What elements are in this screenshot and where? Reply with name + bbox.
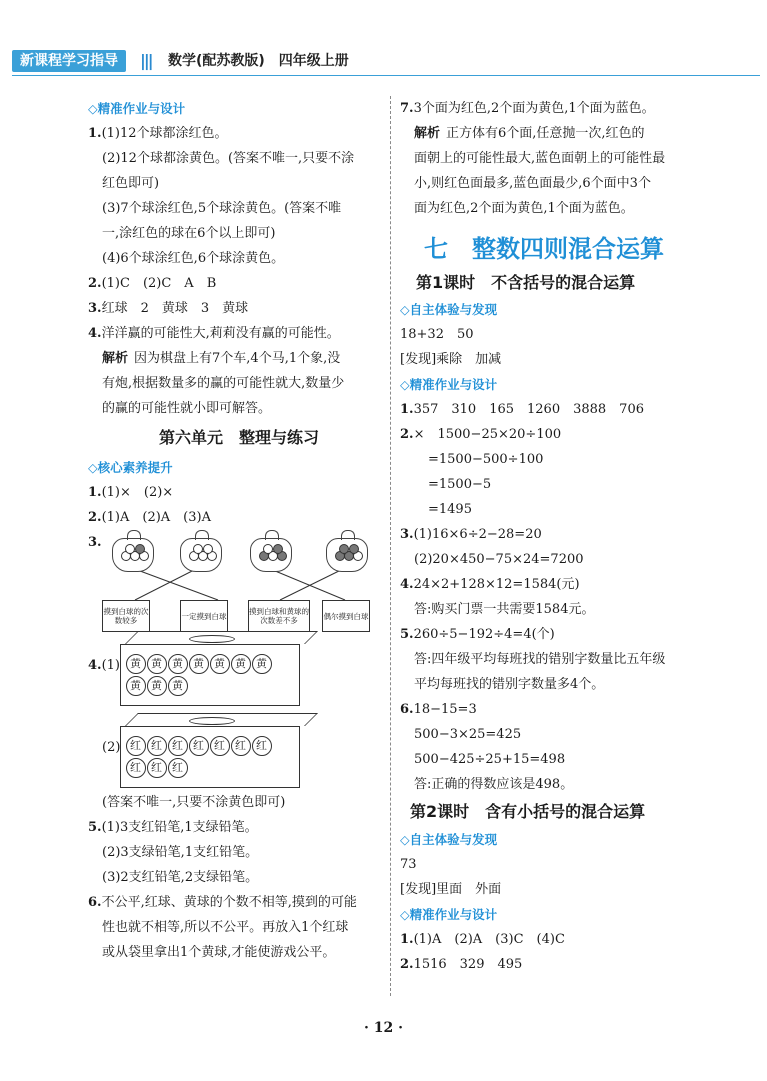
q-number: 2. [88, 276, 102, 291]
answer-text: 答:正确的得数应该是498。 [414, 777, 574, 792]
series-brand: 新课程学习指导 [12, 50, 126, 72]
answer-text: 260÷5−192÷4=4(个) [413, 627, 555, 642]
answer-text: 平均每班找的错别字数量多4个。 [414, 677, 605, 692]
ball-chip: 红 [231, 736, 251, 756]
bag-icon [250, 538, 292, 572]
answer-text: × 1500−25×20÷100 [413, 427, 562, 442]
analysis-label: 解析 [414, 126, 441, 141]
section-heading: ◇自主体验与发现 [400, 832, 498, 847]
answer-text: (1)A (2)A (3)A [101, 510, 211, 525]
analysis-text: 面为红色,2个面为黄色,1个面为蓝色。 [414, 201, 634, 216]
header-rule [12, 75, 760, 76]
ball-chip: 黄 [147, 676, 167, 696]
bag-icon [180, 538, 222, 572]
q-number: 1. [88, 126, 102, 141]
answer-text: (1)12个球都涂红色。 [101, 126, 228, 141]
q-number: 1. [88, 485, 102, 500]
match-label: 摸到白球和黄球的次数差不多 [248, 600, 310, 632]
q-number: 3. [88, 535, 102, 550]
answer-text: 24×2+128×12=1584(元) [413, 577, 580, 592]
box-icon [120, 726, 300, 788]
answer-text: (1)3支红铅笔,1支绿铅笔。 [101, 820, 258, 835]
analysis-text: 有炮,根据数量多的赢的可能性就大,数量少 [102, 376, 345, 391]
ball-chip: 红 [126, 758, 146, 778]
answer-text: 500−3×25=425 [414, 727, 522, 742]
analysis-text: 因为棋盘上有7个车,4个马,1个象,没 [134, 351, 341, 366]
bag-icon [326, 538, 368, 572]
calc-step: =1500−500÷100 [428, 452, 544, 467]
page-header [0, 0, 767, 78]
answer-text: 18+32 50 [400, 327, 474, 342]
unit-title: 第六单元 整理与练习 [158, 428, 319, 447]
answer-text: (3)7个球涂红色,5个球涂黄色。(答案不唯 [102, 201, 342, 216]
ball-chip: 黄 [210, 654, 230, 674]
ball-chip: 黄 [126, 654, 146, 674]
answer-text: 答:购买门票一共需要1584元。 [414, 602, 595, 617]
answer-text: 357 310 165 1260 3888 706 [413, 402, 644, 417]
q-number: 5. [88, 820, 102, 835]
answer-text: (3)2支红铅笔,2支绿铅笔。 [102, 870, 259, 885]
answer-text: 或从袋里拿出1个黄球,才能使游戏公平。 [102, 945, 336, 960]
match-label: 偶尔摸到白球 [322, 600, 370, 632]
section-heading: ◇精准作业与设计 [400, 377, 498, 392]
q-number: 6. [88, 895, 102, 910]
match-label: 一定摸到白球 [180, 600, 228, 632]
q-number: 2. [400, 427, 414, 442]
q-number: 4. [88, 326, 102, 341]
column-divider [390, 96, 391, 996]
q-number: 2. [400, 957, 414, 972]
ball-chip: 红 [168, 758, 188, 778]
ball-chip: 红 [252, 736, 272, 756]
answer-text: 1516 329 495 [413, 957, 523, 972]
answer-text: 18−15=3 [413, 702, 477, 717]
answer-text: (答案不唯一,只要不涂黄色即可) [102, 795, 286, 810]
q-number: 5. [400, 627, 414, 642]
answer-text: 一,涂红色的球在6个以上即可) [102, 226, 276, 241]
answer-text: 不公平,红球、黄球的个数不相等,摸到的可能 [101, 895, 357, 910]
left-column [88, 96, 390, 965]
yellow-box-diagram [88, 630, 390, 708]
section-heading: ◇精准作业与设计 [400, 907, 498, 922]
answer-text: (1)× (2)× [101, 485, 174, 500]
q-number: 1. [400, 932, 414, 947]
q-number: 3. [88, 301, 102, 316]
answer-text: (2)3支绿铅笔,1支红铅笔。 [102, 845, 259, 860]
ball-chip: 红 [147, 758, 167, 778]
ball-chip: 黄 [252, 654, 272, 674]
section-heading: ◇精准作业与设计 [88, 101, 186, 116]
q-number: 6. [400, 702, 414, 717]
ball-chip: 黄 [168, 654, 188, 674]
answer-text: 红球 2 黄球 3 黄球 [101, 301, 249, 316]
book-subject: 数学(配苏教版) 四年级上册 [168, 53, 349, 69]
answer-text: 洋洋赢的可能性大,莉莉没有赢的可能性。 [101, 326, 340, 341]
q-number: 2. [88, 510, 102, 525]
ball-chip: 黄 [231, 654, 251, 674]
calc-step: =1495 [428, 502, 472, 517]
analysis-text: 小,则红色面最多,蓝色面最少,6个面中3个 [414, 176, 651, 191]
q-number: 1. [400, 402, 414, 417]
chapter-title: 七 整数四则混合运算 [424, 235, 664, 263]
answer-text: 红色即可) [102, 176, 160, 191]
q-number: 4. [400, 577, 414, 592]
answer-text: (4)6个球涂红色,6个球涂黄色。 [102, 251, 285, 266]
ball-chip: 红 [147, 736, 167, 756]
analysis-text: 的赢的可能性就小即可解答。 [102, 401, 272, 416]
lesson-title: 第2课时 含有小括号的混合运算 [410, 802, 646, 821]
match-label: 摸到白球的次数较多 [102, 600, 150, 632]
ball-chip: 黄 [126, 676, 146, 696]
calc-step: =1500−5 [428, 477, 492, 492]
matching-diagram [100, 530, 390, 630]
answer-text: 性也就不相等,所以不公平。再放入1个红球 [102, 920, 349, 935]
answer-text: 500−425÷25+15=498 [414, 752, 566, 767]
sub-number: (2) [102, 740, 121, 755]
answer-text: [发现]里面 外面 [400, 882, 502, 897]
ball-chip: 红 [210, 736, 230, 756]
ball-chip: 红 [126, 736, 146, 756]
q-number: 4. [88, 658, 102, 673]
ball-chip: 红 [168, 736, 188, 756]
ball-chip: 黄 [147, 654, 167, 674]
section-heading: ◇核心素养提升 [88, 460, 173, 475]
box-icon [120, 644, 300, 706]
page-number: · 12 · [364, 1020, 403, 1036]
answer-text: (2)20×450−75×24=7200 [414, 552, 584, 567]
answer-text: (2)12个球都涂黄色。(答案不唯一,只要不涂 [102, 151, 355, 166]
analysis-text: 面朝上的可能性最大,蓝色面朝上的可能性最 [414, 151, 666, 166]
ball-chip: 红 [189, 736, 209, 756]
analysis-label: 解析 [102, 351, 129, 366]
answer-text: (1)16×6÷2−28=20 [413, 527, 542, 542]
right-column [400, 96, 705, 977]
section-heading: ◇自主体验与发现 [400, 302, 498, 317]
q-number: 3. [400, 527, 414, 542]
answer-text: 73 [400, 857, 417, 872]
header-bars: ||| [140, 51, 152, 70]
q-number: 7. [400, 101, 414, 116]
sub-number: (1) [101, 658, 120, 673]
analysis-text: 正方体有6个面,任意抛一次,红色的 [446, 126, 645, 141]
red-box-diagram [88, 712, 390, 790]
answer-text: 答:四年级平均每班找的错别字数量比五年级 [414, 652, 666, 667]
answer-text: [发现]乘除 加减 [400, 352, 502, 367]
ball-chip: 黄 [168, 676, 188, 696]
bag-icon [112, 538, 154, 572]
answer-text: (1)A (2)A (3)C (4)C [413, 932, 565, 947]
ball-chip: 黄 [189, 654, 209, 674]
answer-text: (1)C (2)C A B [101, 276, 217, 291]
lesson-title: 第1课时 不含括号的混合运算 [416, 273, 636, 292]
answer-text: 3个面为红色,2个面为黄色,1个面为蓝色。 [413, 101, 655, 116]
